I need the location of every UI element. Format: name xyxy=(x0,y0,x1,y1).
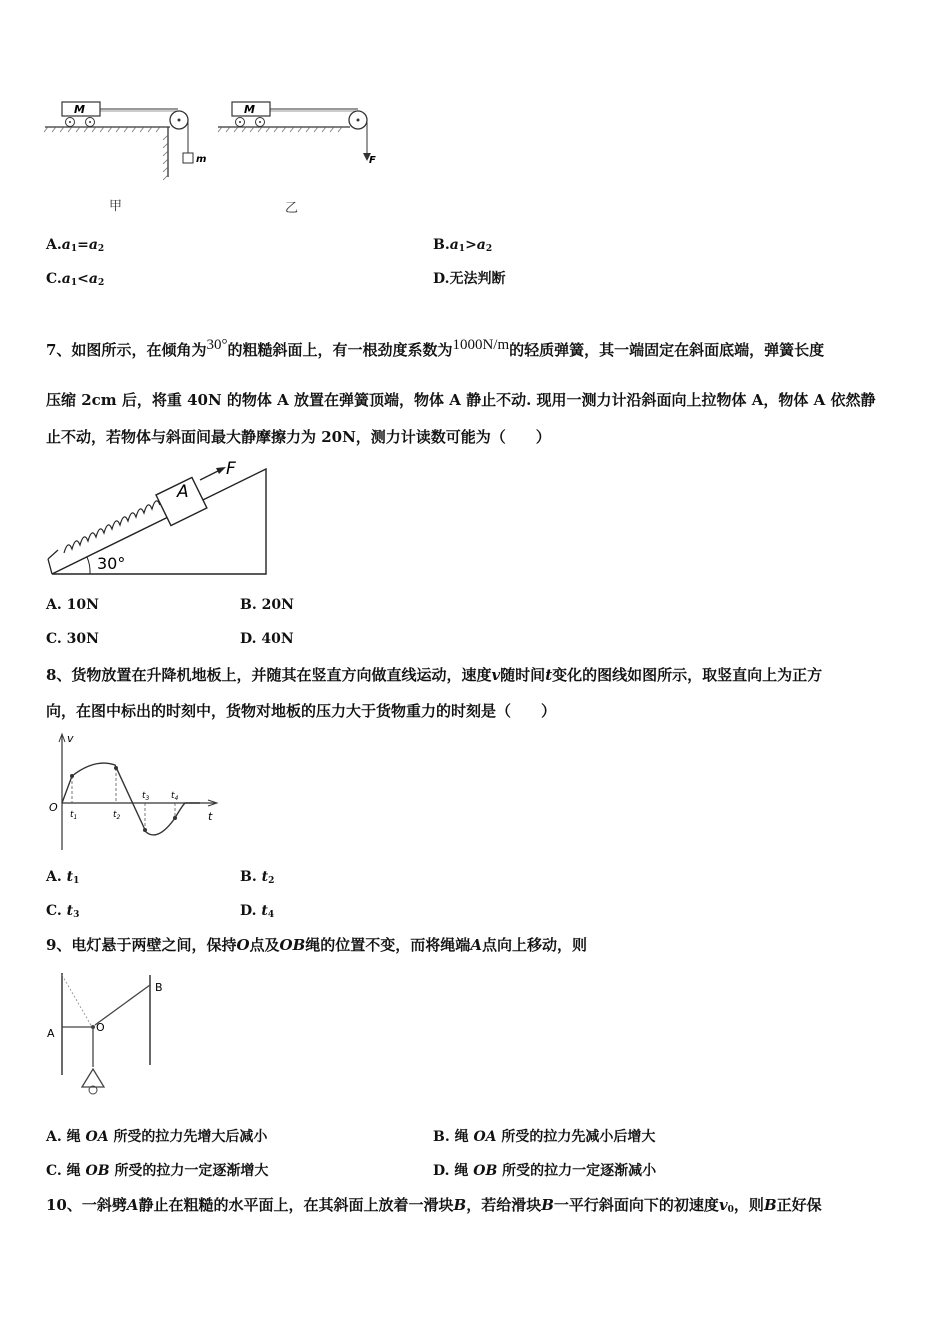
origin-label: O xyxy=(49,801,58,814)
sub: 1 xyxy=(70,244,78,254)
sub: 2 xyxy=(97,278,105,288)
q6-figure xyxy=(40,95,400,185)
angle-label: 30° xyxy=(97,554,126,573)
var-a: A xyxy=(470,936,482,954)
vt-curve xyxy=(62,763,200,835)
var-v0: v xyxy=(718,1196,728,1214)
var-rope: OB xyxy=(473,1163,498,1179)
operator: > xyxy=(465,237,477,253)
var-rope: OA xyxy=(85,1129,109,1145)
q8-option-b[interactable] xyxy=(240,868,274,890)
q8-option-a[interactable] xyxy=(46,868,79,890)
text-segment: 正好保 xyxy=(776,1196,822,1214)
label-o: O xyxy=(96,1021,105,1034)
q8-option-d[interactable] xyxy=(240,902,274,924)
q7-figure xyxy=(40,455,280,580)
option-prefix: D. xyxy=(240,903,257,919)
q9-option-a[interactable] xyxy=(46,1128,267,1146)
q9-option-b[interactable] xyxy=(433,1128,655,1146)
var-b: B xyxy=(763,1196,777,1214)
text-segment: 一平行斜面向下的初速度 xyxy=(553,1196,719,1214)
sub: 1 xyxy=(458,244,466,254)
var-a: a xyxy=(476,237,486,253)
text-segment: 变化的图线如图所示，取竖直向上为正方 xyxy=(552,666,823,684)
option-prefix: A. 绳 xyxy=(46,1129,81,1145)
incline xyxy=(52,469,266,574)
option-text: 所受的拉力先增大后减小 xyxy=(113,1129,268,1145)
q7-line2: 压缩 2cm 后，将重 40N 的物体 A 放置在弹簧顶端，物体 A 静止不动. 现用一测力计沿斜面向上拉物体 A，物体 A 依然静 xyxy=(46,391,876,409)
t2-label: $t_2$ xyxy=(113,810,121,821)
var-a: A xyxy=(126,1196,139,1214)
option-prefix: D. xyxy=(433,271,450,287)
var-a: a xyxy=(449,237,459,253)
option-prefix: B. 绳 xyxy=(433,1129,469,1145)
q8-vt-graph xyxy=(40,728,230,853)
var-t: t xyxy=(261,869,269,885)
var-t: t xyxy=(66,903,74,919)
angle-arc xyxy=(87,557,90,574)
var-a: a xyxy=(61,237,71,253)
force-arrow xyxy=(216,467,226,474)
sub: 2 xyxy=(97,244,105,254)
var-o: O xyxy=(236,936,250,954)
option-prefix: B. xyxy=(240,869,257,885)
text-segment: 静止在粗糙的水平面上，在其斜面上放着一滑块 xyxy=(138,1196,454,1214)
label-a: A xyxy=(47,1027,55,1040)
option-prefix: C. xyxy=(46,903,62,919)
t1-label: $t_1$ xyxy=(70,810,78,821)
q6-option-c[interactable] xyxy=(46,270,104,292)
q6-option-d[interactable] xyxy=(433,270,506,288)
text-segment: 绳的位置不变，而将绳端 xyxy=(305,936,471,954)
text-segment: 7、如图所示，在倾角为 xyxy=(46,341,207,359)
block-label: A xyxy=(177,482,189,502)
option-text: 所受的拉力先减小后增大 xyxy=(501,1129,656,1145)
text-segment: 8、货物放置在升降机地板上，并随其在竖直方向做直线运动，速度 xyxy=(46,666,492,684)
var-t: t xyxy=(261,903,268,919)
q10-line xyxy=(46,1195,822,1220)
q7-option-c[interactable]: C. 30N xyxy=(46,631,99,647)
q7-line3: 止不动，若物体与斜面间最大静摩擦力为 20N，测力计读数可能为（ ） xyxy=(46,428,551,446)
var-t: t xyxy=(545,666,553,684)
option-text: 无法判断 xyxy=(449,271,506,287)
q8-line2: 向，在图中标出的时刻中，货物对地板的压力大于货物重力的时刻是（ ） xyxy=(46,702,557,720)
var-b: B xyxy=(453,1196,467,1214)
spring-constant-formula: 1000N/m xyxy=(452,337,510,353)
var-v: v xyxy=(491,666,501,684)
q7-option-b[interactable]: B. 20N xyxy=(240,597,294,613)
text-segment: ，则 xyxy=(733,1196,764,1214)
q8-option-c[interactable] xyxy=(46,902,79,924)
sub: 2 xyxy=(485,244,493,254)
q9-figure xyxy=(40,965,190,1100)
hanging-mass xyxy=(183,153,193,163)
sub: 2 xyxy=(268,876,275,886)
var-b: B xyxy=(541,1196,554,1214)
option-prefix: D. 绳 xyxy=(433,1163,469,1179)
sub: 4 xyxy=(267,910,275,920)
caption-jia: 甲 xyxy=(109,199,123,214)
q9-option-d[interactable] xyxy=(433,1162,656,1180)
q6-option-a[interactable] xyxy=(46,236,104,258)
angle-formula: 30° xyxy=(206,337,228,353)
sub: 0 xyxy=(727,1205,734,1215)
sub: 3 xyxy=(73,910,80,920)
sub: 1 xyxy=(73,876,80,886)
text-segment: 点向上移动，则 xyxy=(481,936,587,954)
force-label-yi: F xyxy=(369,155,376,166)
t3-label: $t_3$ xyxy=(142,791,150,802)
var-a: a xyxy=(88,237,98,253)
text-segment: 9、电灯悬于两壁之间，保持 xyxy=(46,936,237,954)
operator: < xyxy=(77,271,89,287)
cart-label-jia: M xyxy=(74,103,85,116)
option-prefix: C. 绳 xyxy=(46,1163,81,1179)
label-b: B xyxy=(155,981,163,994)
v-axis-label: v xyxy=(67,732,74,745)
option-text: 所受的拉力一定逐渐增大 xyxy=(114,1163,269,1179)
q9-line xyxy=(46,935,587,955)
q7-option-a[interactable]: A. 10N xyxy=(46,597,99,613)
var-a: a xyxy=(61,271,71,287)
option-prefix: B. xyxy=(433,237,450,253)
q6-option-b[interactable] xyxy=(433,236,492,258)
text-segment: 随时间 xyxy=(500,666,546,684)
text-segment: 的轻质弹簧，其一端固定在斜面底端，弹簧长度 xyxy=(509,341,825,359)
t4-label: $t_4$ xyxy=(171,791,179,802)
figure-yi xyxy=(218,102,376,166)
t-axis-label: t xyxy=(208,810,213,823)
text-segment: 点及 xyxy=(249,936,280,954)
q8-line1 xyxy=(46,665,822,685)
text-segment: ，若给滑块 xyxy=(466,1196,542,1214)
var-a: a xyxy=(88,271,98,287)
q7-option-d[interactable]: D. 40N xyxy=(240,631,294,647)
text-segment: 10、一斜劈 xyxy=(46,1196,127,1214)
mass-label: m xyxy=(196,154,207,165)
option-prefix: C. xyxy=(46,271,62,287)
q9-option-c[interactable] xyxy=(46,1162,268,1180)
force-label: F xyxy=(226,459,236,479)
figure-jia xyxy=(44,102,206,180)
cart-label-yi: M xyxy=(244,103,255,116)
option-prefix: A. xyxy=(46,869,62,885)
option-prefix: A. xyxy=(46,237,62,253)
sub: 1 xyxy=(70,278,78,288)
lamp-icon xyxy=(82,1069,104,1087)
var-ob: OB xyxy=(279,936,306,954)
caption-yi: 乙 xyxy=(285,201,299,216)
operator: = xyxy=(77,237,89,253)
var-rope: OB xyxy=(85,1163,110,1179)
text-segment: 的粗糙斜面上，有一根劲度系数为 xyxy=(227,341,453,359)
option-text: 所受的拉力一定逐渐减小 xyxy=(502,1163,657,1179)
var-t: t xyxy=(66,869,74,885)
var-rope: OA xyxy=(473,1129,497,1145)
q7-line1 xyxy=(46,337,825,361)
